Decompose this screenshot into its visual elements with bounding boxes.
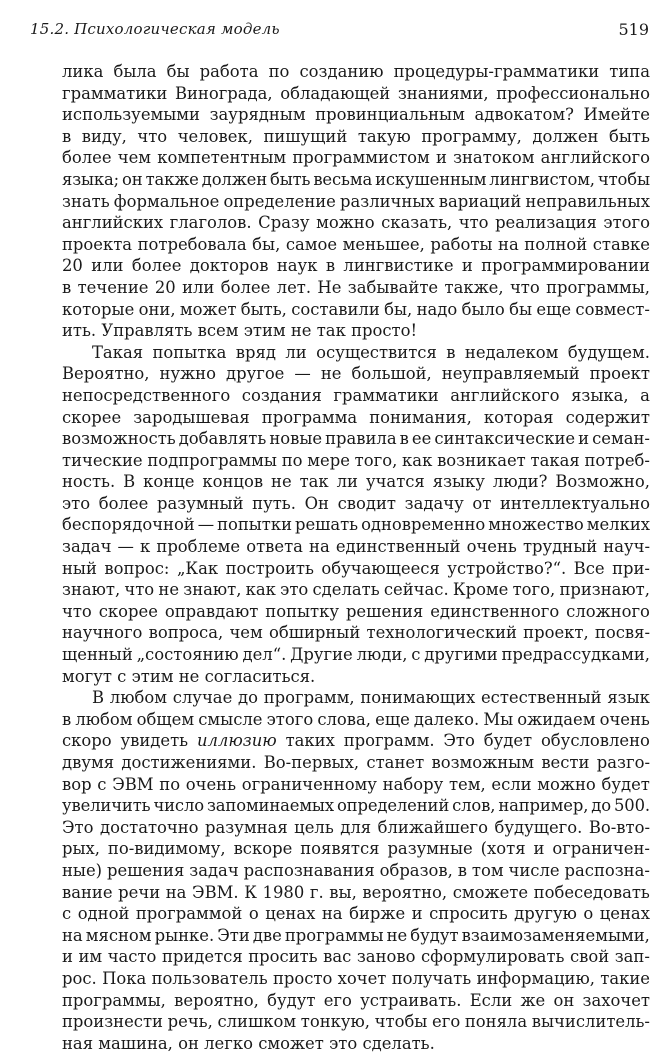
text-line: с одной программой о ценах на бирже и спросить другую о ценах [62,904,650,924]
text-line: Вероятно, нужно другое — не большой, неуправляемый проект [62,364,650,384]
text-line: используемыми заурядным провинциальным адвокатом? Имейте [62,105,650,125]
text-line: рос. Пока пользователь просто хочет получать информацию, такие [62,968,650,988]
text-line: что скорее оправдают попытку решения единственного сложного [62,601,650,621]
text-line: могут с этим не согласиться. [62,666,316,686]
text-line: английских глаголов. Сразу можно сказать, что реализация этого [62,213,650,233]
text-line: знают, что не знают, как это сделать сейчас. Кроме того, признают, [62,580,650,600]
text-line: знать формальное определение различных вариаций неправильных [62,191,650,211]
text-line: ить. Управлять всем этим не так просто! [62,321,418,341]
text-line: Это достаточно разумная цель для ближайшего будущего. Во-вто- [62,817,650,837]
text-line: вание речи на ЭВМ. К 1980 г. вы, вероятно, сможете побеседовать [62,882,650,902]
text-line: 20 или более докторов наук в лингвистике и программировании [62,256,650,276]
text-line: которые они, может быть, составили бы, надо было бы еще совмест- [62,299,650,319]
text-line: двумя достижениями. Во-первых, станет возможным вести разго- [62,753,650,772]
text-line: произнести речь, слишком тонкую, чтобы его поняла вычислитель- [62,1012,650,1032]
text-line: программы, вероятно, будут его устраивать. Если же он захочет [62,990,650,1010]
running-header [30,20,649,44]
text-line: в виду, что человек, пишущий такую программу, должен быть [62,126,650,146]
text-line: грамматики Винограда, обладающей знаниями, профессионально [62,83,650,103]
text-line: в любом общем смысле этого слова, еще далеко. Мы ожидаем очень [62,709,650,729]
text-line: научного вопроса, чем обширный технологический проект, посвя- [62,623,650,643]
text-line: непосредственного создания грамматики английского языка, а [62,385,650,405]
text-line: щенный „состоянию дел“. Другие люди, с другими предрассудками, [62,645,650,665]
text-line: ные) решения задач распознавания образов, в том числе распозна- [62,860,650,880]
text-line: скоро увидеть иллюзию таких программ. Это будет обусловлено [62,731,650,751]
text-line: тические подпрограммы по мере того, как возникает такая потреб- [62,450,650,470]
text-line: Такая попытка вряд ли осуществится в недалеком будущем. [92,342,650,362]
body-text [62,61,650,1054]
text-line: ная машина, он легко сможет это сделать. [62,1033,435,1053]
text-line: в течение 20 или более лет. Не забывайте также, что программы, [62,277,650,297]
section-title: 15.2. Психологическая модель [30,20,280,38]
text-line: беспорядочной — попытки решать одновременно множество мелких [62,515,650,535]
text-line: ный вопрос: „Как построить обучающееся устройство?“. Все при- [62,558,650,578]
text-line: это более разумный путь. Он сводит задачу от интеллектуально [62,493,650,513]
text-line: рых, по-видимому, вскоре появятся разумные (хотя и ограничен- [62,839,650,859]
text-line: ность. В конце концов не так ли учатся языку люди? Возможно, [62,472,650,492]
text-line: и им часто придется просить вас заново сформулировать свой зап- [62,947,650,967]
text-line: лика была бы работа по созданию процедуры-грамматики типа [62,62,650,81]
page-number: 519 [618,20,649,39]
text-line: В любом случае до программ, понимающих естественный язык [92,688,650,708]
text-line: вор с ЭВМ по очень ограниченному набору тем, если можно будет [62,774,650,794]
text-line: увеличить число запоминаемых определений слов, например, до 500. [62,796,650,816]
text-line: более чем компетентным программистом и знатоком английского [62,148,650,168]
text-line: на мясном рынке. Эти две программы не будут взаимозаменяемыми, [62,925,650,945]
text-line: скорее зародышевая программа понимания, которая содержит [62,407,650,427]
text-line: проекта потребовала бы, самое меньшее, работы на полной ставке [62,234,650,254]
text-line: возможность добавлять новые правила в ее синтаксические и семан- [62,429,650,449]
text-line: задач — к проблеме ответа на единственный очень трудный науч- [62,537,650,557]
text-line: языка; он также должен быть весьма искушенным лингвистом, чтобы [62,169,650,189]
